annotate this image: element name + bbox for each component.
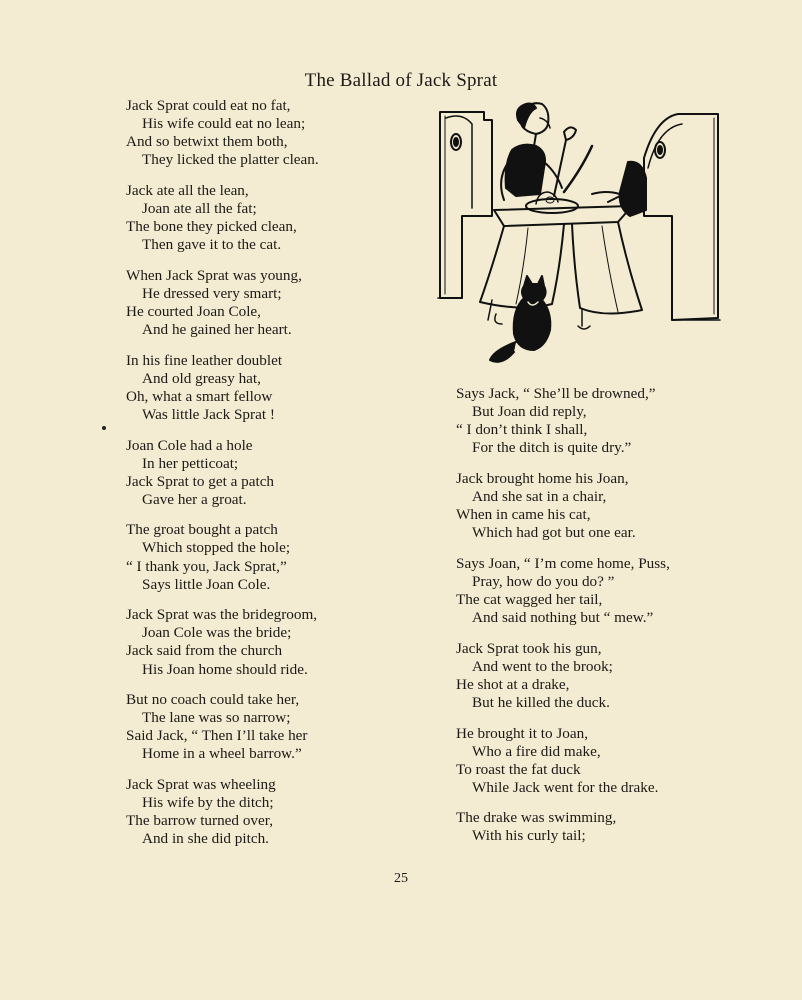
illustration-jack-and-joan xyxy=(432,98,724,370)
verse-line: They licked the platter clean. xyxy=(142,151,319,169)
verse-line: His wife by the ditch; xyxy=(142,794,274,812)
verse-line: The barrow turned over, xyxy=(126,812,273,830)
verse-line: But he killed the duck. xyxy=(472,693,610,711)
verse-line: But Joan did reply, xyxy=(472,403,587,421)
verse-line: Which had got but one ear. xyxy=(472,524,636,542)
verse-line: The bone they picked clean, xyxy=(126,218,297,236)
page-title: The Ballad of Jack Sprat xyxy=(304,70,498,91)
stanza xyxy=(456,725,716,797)
verse-line: Says little Joan Cole. xyxy=(142,575,271,593)
verse-line: He courted Joan Cole, xyxy=(126,302,261,320)
verse-line: Oh, what a smart fellow xyxy=(126,387,273,405)
verse-line: Joan ate all the fat; xyxy=(142,199,257,217)
verse-line: Jack Sprat to get a patch xyxy=(126,472,275,490)
verse-line: In his fine leather doublet xyxy=(126,351,283,369)
verse-line: But no coach could take her, xyxy=(126,691,300,709)
margin-dot xyxy=(102,426,106,430)
verse-line: While Jack went for the drake. xyxy=(472,778,659,796)
verse-line: The groat bought a patch xyxy=(126,521,278,539)
stanza xyxy=(126,691,376,763)
verse-line: And went to the brook; xyxy=(472,657,613,675)
verse-line: Jack ate all the lean, xyxy=(126,181,249,199)
verse-line: Said Jack, “ Then I’ll take her xyxy=(126,727,308,745)
verse-line: Who a fire did make, xyxy=(472,742,601,760)
verse-line: And so betwixt them both, xyxy=(126,133,288,151)
stanza xyxy=(456,555,716,627)
page-number: 25 xyxy=(394,871,408,886)
verse-line: And he gained her heart. xyxy=(142,321,292,339)
right-column xyxy=(456,385,716,858)
verse-line: To roast the fat duck xyxy=(456,760,581,778)
verse-line: Which stopped the hole; xyxy=(142,539,291,557)
verse-line: Joan Cole had a hole xyxy=(126,436,253,454)
verse-line: His Joan home should ride. xyxy=(142,660,308,678)
verse-line: He brought it to Joan, xyxy=(456,724,589,742)
stanza xyxy=(126,267,376,339)
verse-line: Jack Sprat took his gun, xyxy=(456,639,602,657)
verse-line: Jack said from the church xyxy=(126,642,283,660)
verse-line: “ I thank you, Jack Sprat,” xyxy=(126,557,287,575)
verse-line: Says Jack, “ She’ll be drowned,” xyxy=(456,385,656,402)
illustration-drawing xyxy=(432,98,724,370)
verse-line: “ I don’t think I shall, xyxy=(456,421,588,439)
verse-line: Then gave it to the cat. xyxy=(142,236,282,254)
verse-line: The lane was so narrow; xyxy=(142,709,291,727)
stanza xyxy=(126,352,376,424)
stanza xyxy=(126,776,376,848)
verse-line: And in she did pitch. xyxy=(142,830,269,848)
verse-line: The cat wagged her tail, xyxy=(456,590,603,608)
verse-line: Pray, how do you do? ” xyxy=(472,572,615,590)
verse-line: Was little Jack Sprat ! xyxy=(142,405,275,423)
verse-line: Jack Sprat was the bridegroom, xyxy=(126,606,318,624)
verse-line: Jack Sprat was wheeling xyxy=(126,776,276,793)
verse-line: And said nothing but “ mew.” xyxy=(472,609,654,627)
stanza xyxy=(456,640,716,712)
verse-line: For the ditch is quite dry.” xyxy=(472,439,632,457)
verse-line: Jack Sprat could eat no fat, xyxy=(126,97,291,114)
stanza xyxy=(456,470,716,542)
verse-line: When Jack Sprat was young, xyxy=(126,266,302,284)
stanza xyxy=(456,809,716,845)
verse-line: And she sat in a chair, xyxy=(472,487,607,505)
stanza xyxy=(456,385,716,457)
verse-line: When in came his cat, xyxy=(456,506,591,524)
verse-line: Jack brought home his Joan, xyxy=(456,469,629,487)
stanza xyxy=(126,182,376,254)
stanza xyxy=(126,97,376,169)
verse-line: Home in a wheel barrow.” xyxy=(142,745,302,763)
verse-line: With his curly tail; xyxy=(472,827,586,845)
verse-line: Says Joan, “ I’m come home, Puss, xyxy=(456,554,670,572)
verse-line: He shot at a drake, xyxy=(456,675,570,693)
stanza xyxy=(126,437,376,509)
verse-line: His wife could eat no lean; xyxy=(142,115,306,133)
verse-line: Gave her a groat. xyxy=(142,490,247,508)
verse-line: He dressed very smart; xyxy=(142,284,282,302)
stanza xyxy=(126,521,376,593)
stanza xyxy=(126,606,376,678)
verse-line: In her petticoat; xyxy=(142,454,239,472)
verse-line: And old greasy hat, xyxy=(142,369,261,387)
verse-line: Joan Cole was the bride; xyxy=(142,624,292,642)
left-column xyxy=(126,97,376,861)
verse-line: The drake was swimming, xyxy=(456,809,617,827)
